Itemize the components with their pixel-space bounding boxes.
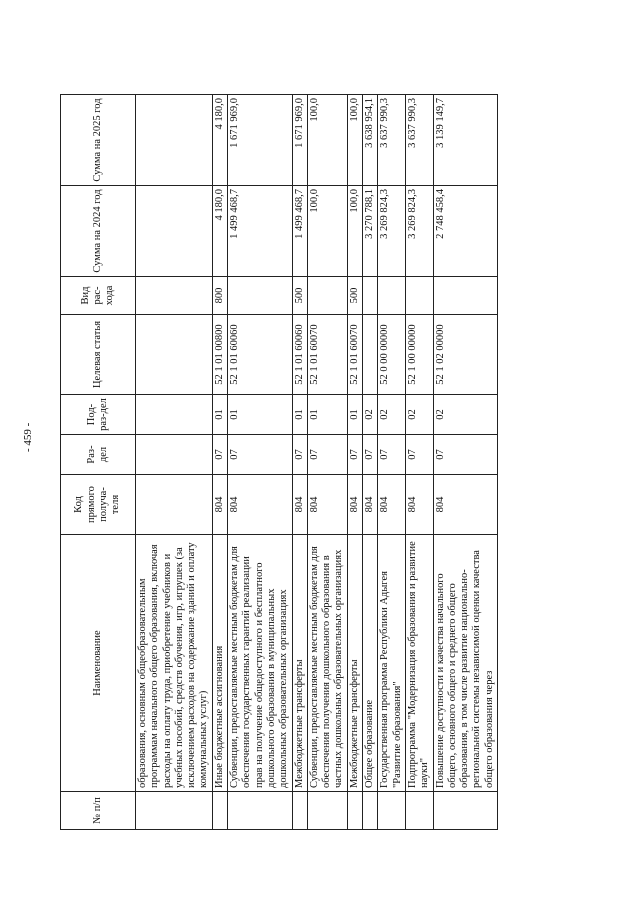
row-number: [363, 792, 378, 830]
row-podrazdel: 02: [405, 395, 433, 435]
row-sum-2025: 3 638 954,1: [363, 95, 378, 186]
table-row: [347, 95, 362, 830]
table-row: [136, 95, 213, 830]
row-sum-2025: 3 139 149,7: [433, 95, 497, 186]
row-razdel: 07: [228, 435, 292, 475]
row-target-article: [363, 315, 378, 395]
row-name: Субвенции, предоставляемые местным бюджетам для обеспечения получения дошкольного образования в частных дошкольных образовательных организациях: [307, 535, 347, 792]
row-expense-type: [136, 277, 213, 315]
table-row: [228, 95, 292, 830]
row-name: образования, основным общеобразовательным программам начального общего образования, включая расходы на оплату труда, приобретение учебников и учебных пособий, средств обучения, игр, игрушек (за исключением расходов на содержание зданий и оплату коммунальных услуг): [136, 535, 213, 792]
header-sum-2025: Сумма на 2025 год: [61, 95, 136, 186]
row-expense-type: 500: [292, 277, 307, 315]
row-recipient-code: [136, 475, 213, 535]
table-row: [212, 95, 227, 830]
row-expense-type: [378, 277, 406, 315]
row-number: [136, 792, 213, 830]
row-recipient-code: 804: [212, 475, 227, 535]
row-expense-type: [363, 277, 378, 315]
row-name: Общее образование: [363, 535, 378, 792]
row-razdel: 07: [347, 435, 362, 475]
header-target: Целевая статья: [61, 315, 136, 395]
row-razdel: 07: [292, 435, 307, 475]
budget-table: [60, 94, 498, 830]
row-sum-2024: 1 499 468,7: [292, 186, 307, 277]
row-recipient-code: 804: [228, 475, 292, 535]
row-podrazdel: 02: [378, 395, 406, 435]
row-sum-2024: 3 269 824,3: [378, 186, 406, 277]
row-target-article: 52 1 01 00800: [212, 315, 227, 395]
row-razdel: 07: [212, 435, 227, 475]
row-target-article: 52 1 02 00000: [433, 315, 497, 395]
row-sum-2024: 100,0: [307, 186, 347, 277]
row-podrazdel: 01: [307, 395, 347, 435]
row-number: [307, 792, 347, 830]
row-target-article: 52 1 00 00000: [405, 315, 433, 395]
row-sum-2024: 1 499 468,7: [228, 186, 292, 277]
row-target-article: 52 0 00 00000: [378, 315, 406, 395]
row-sum-2025: 3 637 990,3: [378, 95, 406, 186]
row-sum-2024: 100,0: [347, 186, 362, 277]
row-target-article: 52 1 01 60060: [292, 315, 307, 395]
row-recipient-code: 804: [405, 475, 433, 535]
row-razdel: 07: [307, 435, 347, 475]
row-sum-2025: 1 671 969,0: [228, 95, 292, 186]
header-name: Наименование: [61, 535, 136, 792]
header-razdel: Раз-дел: [61, 435, 136, 475]
row-number: [347, 792, 362, 830]
row-target-article: 52 1 01 60070: [347, 315, 362, 395]
row-sum-2024: 4 180,0: [212, 186, 227, 277]
row-podrazdel: 02: [363, 395, 378, 435]
budget-table-sheet: [60, 95, 605, 830]
row-expense-type: [228, 277, 292, 315]
row-target-article: [136, 315, 213, 395]
header-sum-2024: Сумма на 2024 год: [61, 186, 136, 277]
row-name: Иные бюджетные ассигнования: [212, 535, 227, 792]
table-row: [363, 95, 378, 830]
table-row: [433, 95, 497, 830]
row-sum-2024: [136, 186, 213, 277]
row-number: [405, 792, 433, 830]
row-sum-2025: 3 637 990,3: [405, 95, 433, 186]
row-name: Межбюджетные трансферты: [292, 535, 307, 792]
row-expense-type: [433, 277, 497, 315]
table-row: [292, 95, 307, 830]
row-name: Государственная программа Республики Адыгея "Развитие образования": [378, 535, 406, 792]
row-podrazdel: 01: [212, 395, 227, 435]
row-number: [212, 792, 227, 830]
row-sum-2024: 3 270 788,1: [363, 186, 378, 277]
row-sum-2025: 100,0: [347, 95, 362, 186]
header-no: № п/п: [61, 792, 136, 830]
row-razdel: 07: [378, 435, 406, 475]
row-recipient-code: 804: [363, 475, 378, 535]
row-expense-type: 500: [347, 277, 362, 315]
header-podrazdel: Под-раз-дел: [61, 395, 136, 435]
row-recipient-code: 804: [292, 475, 307, 535]
row-sum-2024: 2 748 458,4: [433, 186, 497, 277]
table-header-row: [61, 95, 136, 830]
row-name: Межбюджетные трансферты: [347, 535, 362, 792]
row-razdel: 07: [405, 435, 433, 475]
row-razdel: [136, 435, 213, 475]
row-number: [292, 792, 307, 830]
table-row: [307, 95, 347, 830]
row-target-article: 52 1 01 60070: [307, 315, 347, 395]
row-target-article: 52 1 01 60060: [228, 315, 292, 395]
page-number: - 459 -: [22, 422, 34, 452]
row-recipient-code: 804: [378, 475, 406, 535]
row-name: Повышение доступности и качества начального общего, основного общего и среднего общего образования, в том числе развитие национально-региональной системы независимой оценки качества общего образования через: [433, 535, 497, 792]
header-vid: Вид рас-хода: [61, 277, 136, 315]
row-name: Субвенции, предоставляемые местным бюджетам для обеспечения государственных гарантий реализации прав на получение общедоступного и бесплатного дошкольного образования в муниципальных дошкольных образовательных организациях: [228, 535, 292, 792]
table-row: [378, 95, 406, 830]
row-sum-2025: [136, 95, 213, 186]
row-name: Подпрограмма "Модернизация образования и развитие науки": [405, 535, 433, 792]
row-number: [433, 792, 497, 830]
row-sum-2025: 100,0: [307, 95, 347, 186]
table-row: [405, 95, 433, 830]
row-podrazdel: 01: [228, 395, 292, 435]
row-recipient-code: 804: [433, 475, 497, 535]
row-podrazdel: 02: [433, 395, 497, 435]
row-expense-type: [307, 277, 347, 315]
row-sum-2025: 1 671 969,0: [292, 95, 307, 186]
row-expense-type: 800: [212, 277, 227, 315]
row-recipient-code: 804: [307, 475, 347, 535]
row-sum-2025: 4 180,0: [212, 95, 227, 186]
row-podrazdel: [136, 395, 213, 435]
row-podrazdel: 01: [347, 395, 362, 435]
row-podrazdel: 01: [292, 395, 307, 435]
row-razdel: 07: [363, 435, 378, 475]
row-number: [228, 792, 292, 830]
header-code: Код прямого получа-теля: [61, 475, 136, 535]
row-razdel: 07: [433, 435, 497, 475]
row-number: [378, 792, 406, 830]
row-sum-2024: 3 269 824,3: [405, 186, 433, 277]
row-recipient-code: 804: [347, 475, 362, 535]
row-expense-type: [405, 277, 433, 315]
